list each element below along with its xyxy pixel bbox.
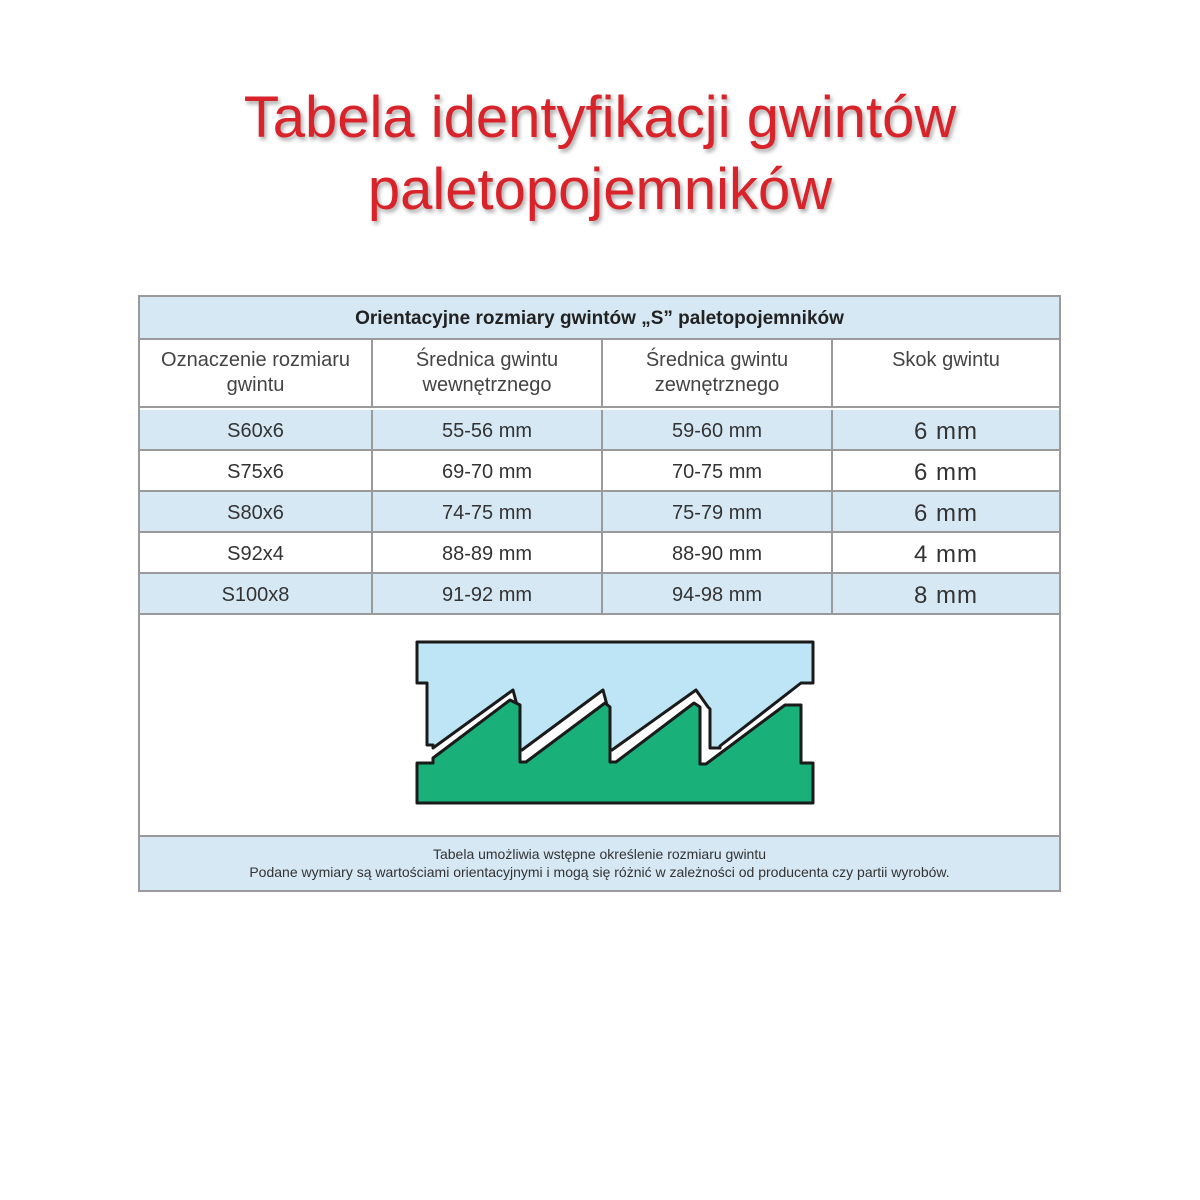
cell-size: S75x6: [227, 461, 284, 483]
table-footer-note: [140, 837, 1059, 890]
header-external-diameter: Średnica gwintu zewnętrznego: [601, 340, 831, 406]
cell-size: S92x4: [227, 543, 284, 565]
cell-internal-diameter: 55-56 mm: [371, 410, 601, 449]
cell-external-diameter: 59-60 mm: [601, 410, 831, 449]
page-title-line-2: paletopojemników: [367, 157, 833, 222]
cell-external-diameter: 70-75 mm: [601, 451, 831, 490]
table-row: [140, 574, 1059, 615]
header-thread-pitch: Skok gwintu: [831, 340, 1059, 406]
thread-table: [138, 295, 1061, 892]
cell-pitch: 6 mm: [831, 410, 1059, 449]
cell-internal-diameter: 88-89 mm: [371, 533, 601, 572]
cell-internal-diameter: 69-70 mm: [371, 451, 601, 490]
cell-pitch: 4 mm: [831, 533, 1059, 572]
table-row: [140, 533, 1059, 574]
cell-internal-diameter: 74-75 mm: [371, 492, 601, 531]
cell-external-diameter: 75-79 mm: [601, 492, 831, 531]
table-row: [140, 410, 1059, 451]
footer-note-line-2: Podane wymiary są wartościami orientacyjnymi i mogą się różnić w zależności od producenta czy partii wyrobów.: [249, 864, 950, 880]
thread-profile-svg: [140, 615, 1059, 835]
cell-internal-diameter: 91-92 mm: [371, 574, 601, 613]
cell-size: S60x6: [227, 420, 284, 442]
header-size-designation: Oznaczenie rozmiaru gwintu: [161, 349, 350, 396]
cell-pitch: 8 mm: [831, 574, 1059, 613]
cell-pitch: 6 mm: [831, 492, 1059, 531]
table-row: [140, 451, 1059, 492]
cell-size: S80x6: [227, 502, 284, 524]
page-title: [0, 82, 1200, 226]
table-header-row: [140, 340, 1059, 408]
thread-profile-diagram: [140, 615, 1059, 837]
cell-external-diameter: 94-98 mm: [601, 574, 831, 613]
cell-size: S100x8: [221, 584, 290, 606]
table-caption: Orientacyjne rozmiary gwintów „S” paletopojemników: [140, 297, 1059, 340]
page-title-line-1: Tabela identyfikacji gwintów: [243, 85, 957, 150]
cell-pitch: 6 mm: [831, 451, 1059, 490]
footer-note-line-1: Tabela umożliwia wstępne określenie rozmiaru gwintu: [432, 846, 767, 862]
table-row: [140, 492, 1059, 533]
header-internal-diameter: Średnica gwintu wewnętrznego: [371, 340, 601, 406]
cell-external-diameter: 88-90 mm: [601, 533, 831, 572]
